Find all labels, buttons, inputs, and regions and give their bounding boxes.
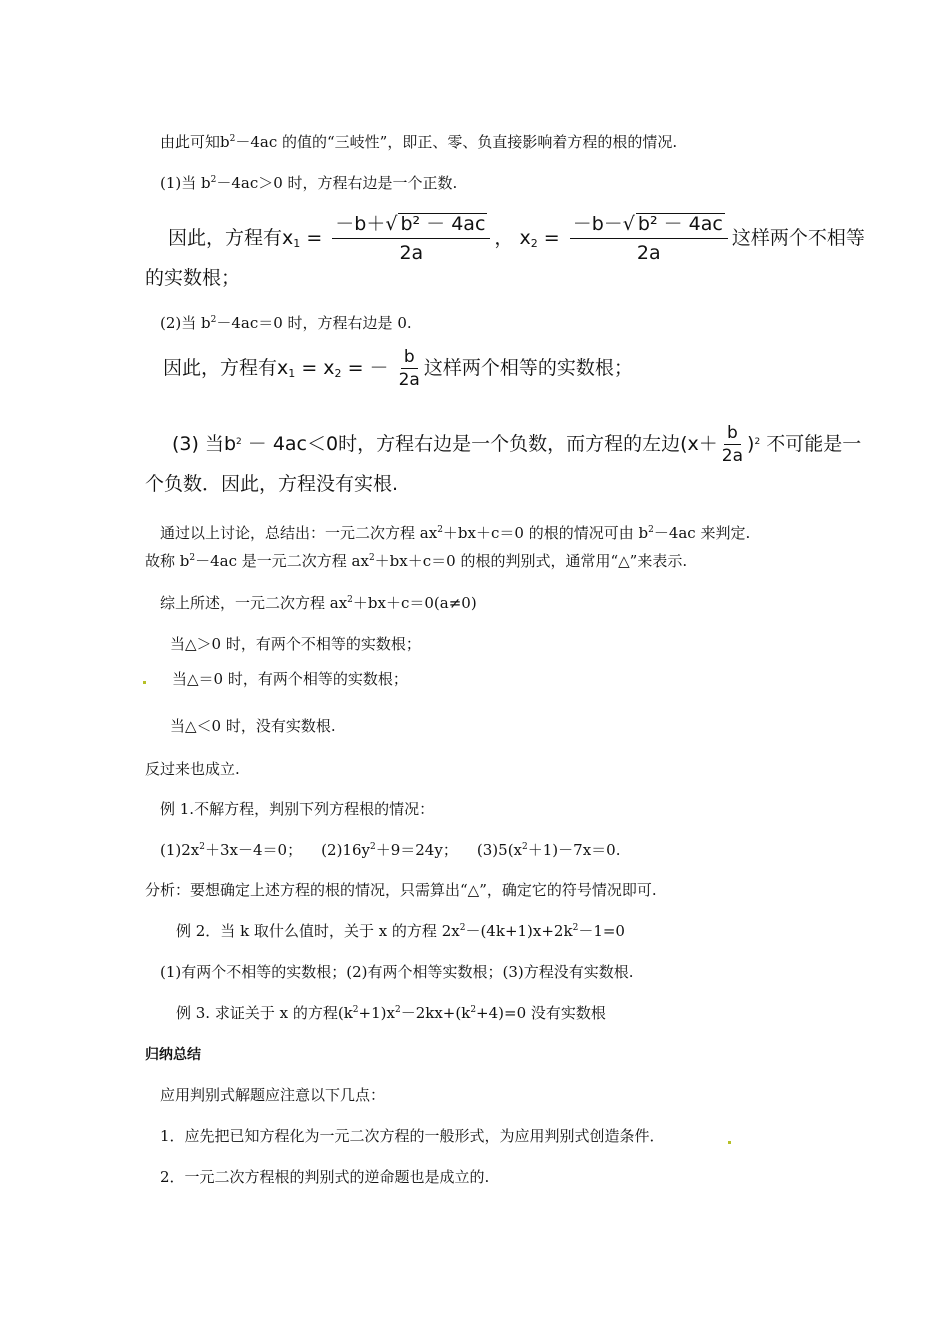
text: － 4ac＜0时，方程右边是一个负数，而方程的左边 <box>241 433 681 455</box>
text: －4ac＝0 时，方程右边是 0. <box>216 314 412 332</box>
comma: ， <box>494 227 514 249</box>
text: +1)x <box>358 1004 395 1022</box>
sup: 2 <box>189 553 196 563</box>
equals: = <box>306 227 323 249</box>
formula-tail: 这样两个不相等 <box>731 227 865 249</box>
numerator: －b＋√ b² － 4ac <box>332 212 490 239</box>
sup: 2 <box>210 175 217 185</box>
paren-open: (x＋ <box>680 433 718 455</box>
text: 故称 b <box>145 552 190 570</box>
text: 不可能是一 <box>760 433 862 455</box>
numerator: －b－√ b² － 4ac <box>570 212 728 239</box>
case2-formula <box>163 348 633 389</box>
example1-title: 例 1.不解方程，判别下列方程根的情况： <box>160 800 435 818</box>
text: －(4k+1)x+2k <box>465 922 573 940</box>
sup: 2 <box>754 437 761 447</box>
text: (1)当 b <box>160 174 211 192</box>
sup: 2 <box>352 1005 359 1015</box>
text: －2kx+(k <box>400 1004 471 1022</box>
sup: 2 <box>470 1005 477 1015</box>
discussion-line1 <box>160 523 750 543</box>
text: 通过以上讨论，总结出：一元二次方程 ax <box>160 524 438 542</box>
sup: 2 <box>347 595 353 605</box>
num-pre: －b＋ <box>335 213 386 235</box>
sub: 2 <box>530 237 538 250</box>
intro-text-2: －4ac 的值的“三岐性”，即正、零、负直接影响着方程的根的情况. <box>235 133 678 151</box>
denominator: 2a <box>636 242 661 264</box>
numerator: b <box>401 348 418 369</box>
formula-lead: 因此，方程有 <box>163 357 278 379</box>
case1-formula <box>168 212 865 265</box>
radicand: b² － 4ac <box>400 213 486 235</box>
sub: 2 <box>334 367 342 380</box>
speck-mark <box>143 681 146 684</box>
text: (3) 当b <box>172 433 237 455</box>
var-x1: x <box>282 227 294 249</box>
sup: 2 <box>437 525 443 535</box>
text: +4)=0 没有实数根 <box>476 1004 606 1022</box>
text: ＋3x－4＝0； <box>205 841 303 859</box>
text: ＋9＝24y； <box>375 841 458 859</box>
sup: 2 <box>368 553 375 563</box>
sup: 2 <box>648 525 654 535</box>
conclusion-heading: 归纳总结 <box>145 1047 201 1063</box>
text: ＋bx＋c＝0 的根的情况可由 b <box>442 524 649 542</box>
conclusion-point-1: 1．应先把已知方程化为一元二次方程的一般形式，为应用判别式创造条件． <box>160 1127 665 1145</box>
summary-item-1: 当△＞0 时，有两个不相等的实数根； <box>170 635 421 653</box>
text: ＋bx＋c＝0 的根的判别式，通常用“△”来表示. <box>374 552 688 570</box>
paren-close: ) <box>747 433 755 455</box>
sub: 1 <box>288 367 296 380</box>
denominator: 2a <box>399 242 424 264</box>
case3-line2: 个负数．因此，方程没有实根. <box>145 473 399 495</box>
intro-text: 由此可知b <box>160 133 230 151</box>
num-pre: －b－ <box>572 213 623 235</box>
text: －4ac 来判定. <box>653 524 751 542</box>
sup: 2 <box>369 842 376 852</box>
sub: 1 <box>293 237 301 250</box>
sup: 2 <box>229 134 236 144</box>
case2-condition <box>160 313 412 333</box>
root1-fraction <box>332 212 490 265</box>
equals-x2: = x <box>301 357 335 379</box>
example3-title <box>176 1003 606 1023</box>
summary-lead <box>160 593 477 613</box>
text: (1)2x <box>160 841 200 859</box>
sup: 2 <box>572 923 579 933</box>
root-fraction <box>399 348 420 389</box>
text: －1=0 <box>578 922 625 940</box>
sup: 2 <box>236 437 242 447</box>
sup: 2 <box>394 1005 401 1015</box>
conclusion-point-2: 2．一元二次方程根的判别式的逆命题也是成立的. <box>160 1168 490 1186</box>
case1-line2: 的实数根； <box>145 267 241 289</box>
numerator: b <box>724 424 741 445</box>
example2-options: (1)有两个不相等的实数根；(2)有两个相等实数根；(3)方程没有实数根. <box>160 963 634 981</box>
formula-lead: 因此，方程有 <box>168 227 283 249</box>
text: ＋bx＋c＝0(a≠0) <box>352 594 477 612</box>
text: 例 2．当 k 取什么值时，关于 x 的方程 2x <box>176 922 460 940</box>
formula-tail: 这样两个相等的实数根； <box>423 357 633 379</box>
root2-fraction <box>570 212 728 265</box>
text: (3)5(x <box>476 841 523 859</box>
sup: 2 <box>459 923 466 933</box>
converse-line: 反过来也成立. <box>145 760 240 778</box>
radicand: b² － 4ac <box>637 213 723 235</box>
b-over-2a <box>722 424 743 465</box>
discussion-line2 <box>145 551 687 571</box>
text: －4ac＞0 时，方程右边是一个正数. <box>216 174 458 192</box>
denominator: 2a <box>721 446 744 466</box>
intro-line <box>160 132 677 152</box>
equals-minus: = － <box>347 357 389 379</box>
example1-analysis: 分析：要想确定上述方程的根的情况，只需算出“△”，确定它的符号情况即可. <box>145 881 657 899</box>
sup: 2 <box>522 842 528 852</box>
conclusion-intro: 应用判别式解题应注意以下几点： <box>160 1086 386 1104</box>
text: 综上所述，一元二次方程 ax <box>160 594 348 612</box>
text: (2)当 b <box>160 314 211 332</box>
var-x1: x <box>277 357 289 379</box>
text: －4ac 是一元二次方程 ax <box>195 552 369 570</box>
example1-equations <box>160 840 620 860</box>
summary-item-2: 当△＝0 时，有两个相等的实数根； <box>172 670 408 688</box>
sup: 2 <box>210 315 217 325</box>
speck-mark <box>728 1141 731 1144</box>
case1-condition <box>160 173 457 193</box>
text: ＋1)－7x＝0. <box>527 841 621 859</box>
summary-item-3: 当△＜0 时，没有实数根. <box>170 717 336 735</box>
case3-line1 <box>172 424 861 465</box>
text: (2)16y <box>321 841 370 859</box>
text: 例 3. 求证关于 x 的方程(k <box>176 1004 353 1022</box>
example2-title <box>176 921 625 941</box>
var-x2: x <box>519 227 531 249</box>
denominator: 2a <box>398 370 420 390</box>
equals: = <box>543 227 560 249</box>
sup: 2 <box>199 842 205 852</box>
